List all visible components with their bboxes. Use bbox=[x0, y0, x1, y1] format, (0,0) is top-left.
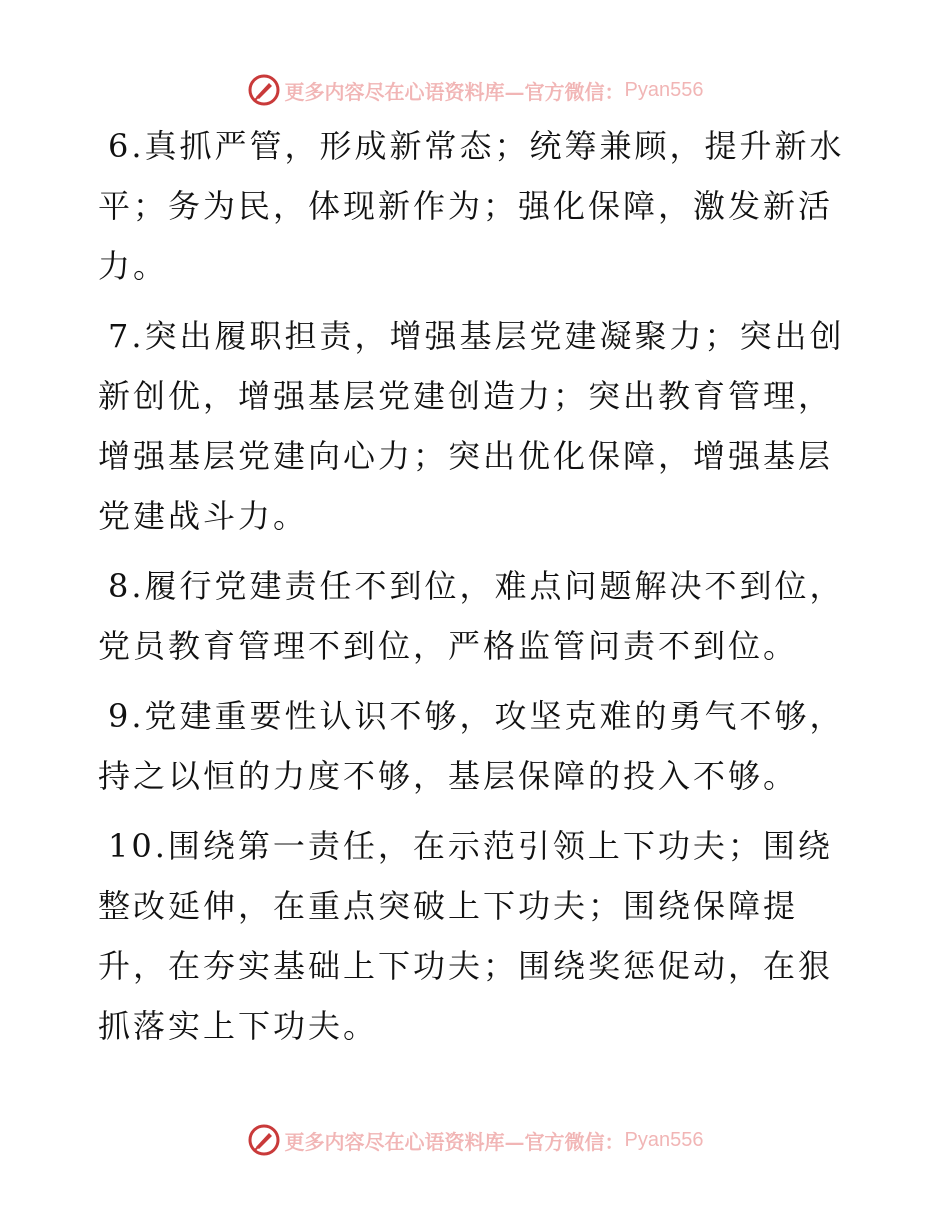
watermark-wechat-id: Pyan556 bbox=[624, 1128, 704, 1151]
pen-logo-icon bbox=[247, 73, 281, 107]
watermark-text: 更多内容尽在心语资料库—官方微信： bbox=[284, 79, 625, 104]
watermark-wechat-id: Pyan556 bbox=[624, 78, 704, 101]
paragraph-9: 9.党建重要性认识不够，攻坚克难的勇气不够，持之以恒的力度不够，基层保障的投入不够。 bbox=[98, 697, 845, 795]
watermark-text: 更多内容尽在心语资料库—官方微信： bbox=[284, 1129, 625, 1154]
paragraph-10: 10.围绕第一责任，在示范引领上下功夫；围绕整改延伸，在重点突破上下功夫；围绕保障提升，在夯实基础上下功夫；围绕奖惩促动，在狠抓落实上下功夫。 bbox=[98, 827, 834, 1045]
paragraph-7: 7.突出履职担责，增强基层党建凝聚力；突出创新创优，增强基层党建创造力；突出教育管理，增强基层党建向心力；突出优化保障，增强基层党建战斗力。 bbox=[98, 317, 845, 535]
footer-watermark bbox=[0, 1120, 950, 1160]
pen-logo-icon bbox=[247, 1123, 281, 1157]
document-body bbox=[98, 116, 858, 1066]
paragraph-8: 8.履行党建责任不到位，难点问题解决不到位，党员教育管理不到位，严格监管问责不到位。 bbox=[98, 567, 845, 665]
header-watermark bbox=[0, 70, 950, 110]
paragraph-6: 6.真抓严管，形成新常态；统筹兼顾，提升新水平；务为民，体现新作为；强化保障，激发新活力。 bbox=[98, 127, 845, 285]
